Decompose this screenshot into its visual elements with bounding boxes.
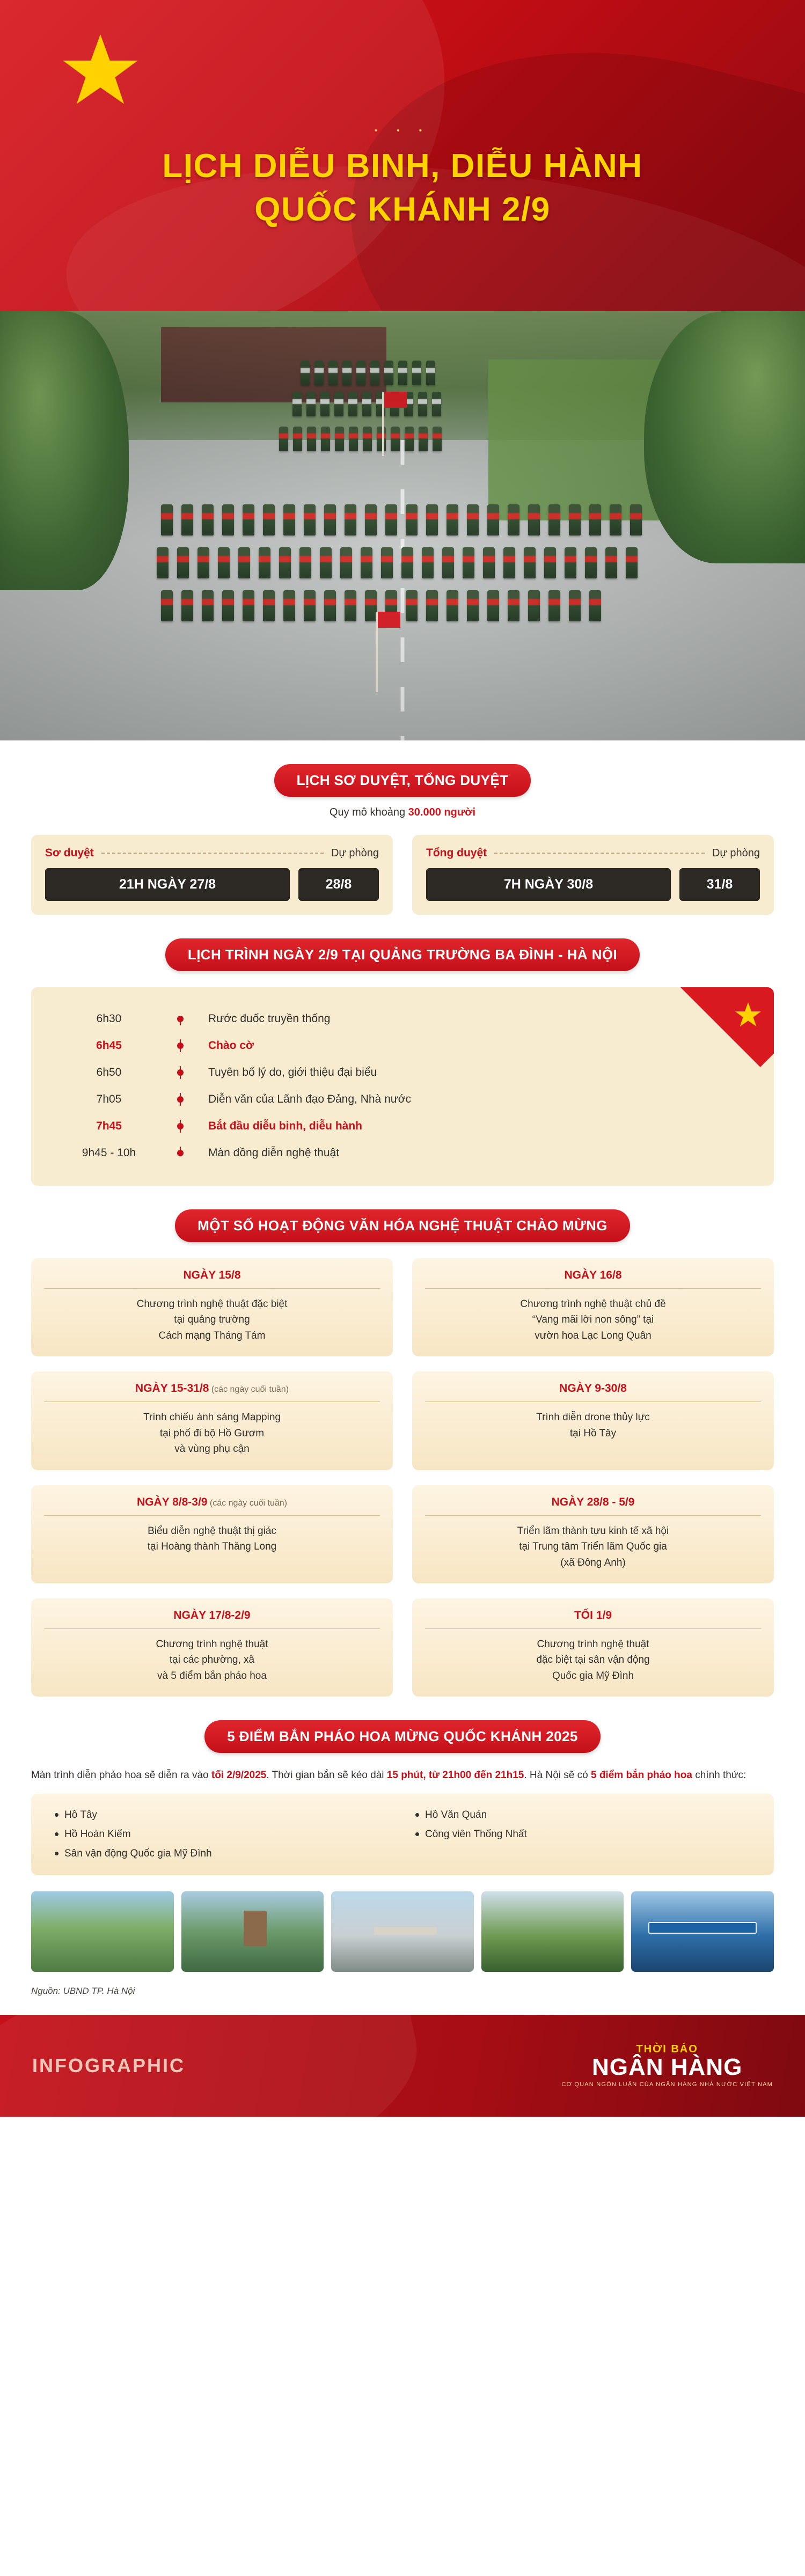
fireworks-location-item: Sân vận động Quốc gia Mỹ Đình (53, 1844, 392, 1863)
timeline-time: 7h05 (96, 1093, 122, 1105)
stadium-roof-shape (374, 1927, 437, 1935)
activity-card (412, 1258, 774, 1356)
rehearsal-card-tong-duyet (412, 835, 774, 915)
rehearsal-note-highlight: 30.000 người (408, 806, 476, 818)
activity-card (31, 1485, 393, 1583)
activity-date: NGÀY 9-30/8 (425, 1382, 761, 1402)
rehearsal-main-value: 21H NGÀY 27/8 (45, 868, 290, 901)
timeline-row (53, 1006, 752, 1032)
park-sign-shape (648, 1922, 757, 1934)
activity-date-note: (các ngày cuối tuần) (207, 1498, 288, 1508)
rehearsal-cards (31, 835, 774, 915)
fireworks-highlight: 15 phút, từ 21h00 đến 21h15 (386, 1770, 524, 1781)
timeline-row (53, 1032, 752, 1059)
footer-brand (561, 2044, 773, 2088)
page-title (0, 145, 805, 231)
rehearsal-values (426, 868, 760, 901)
rehearsal-card-header (45, 847, 379, 860)
timeline-dot-icon (177, 1043, 184, 1049)
photo-overlay (0, 311, 805, 740)
activity-body: Trình chiếu ánh sáng Mapping tại phố đi bộ Hồ Gươm và vùng phụ cận (143, 1412, 281, 1455)
activity-card (412, 1485, 774, 1583)
yellow-star-icon (60, 31, 141, 112)
activity-card (31, 1258, 393, 1356)
rehearsal-main-value: 7H NGÀY 30/8 (426, 868, 671, 901)
source-note: Nguồn: UBND TP. Hà Nội (31, 1985, 135, 1996)
fireworks-locations-box (31, 1794, 774, 1875)
activity-date-note: (các ngày cuối tuần) (209, 1385, 289, 1395)
rehearsal-note-prefix: Quy mô khoảng (329, 806, 408, 818)
activity-date: NGÀY 17/8-2/9 (44, 1609, 380, 1629)
timeline-dot-icon (177, 1123, 184, 1129)
page-title-line-1: LỊCH DIỄU BINH, DIỄU HÀNH (162, 148, 643, 185)
activity-body: Chương trình nghệ thuật chủ đề “Vang mãi lời non sông” tại vườn hoa Lạc Long Quân (520, 1298, 666, 1341)
fireworks-text: . Hà Nội sẽ có (524, 1770, 591, 1781)
activity-date: NGÀY 15-31/8 (các ngày cuối tuần) (44, 1382, 380, 1402)
timeline-dot-icon (177, 1016, 184, 1022)
timeline-marker (165, 1120, 195, 1133)
timeline-box (31, 987, 774, 1186)
timeline-text: Rước đuốc truyền thống (208, 1012, 331, 1025)
timeline-time: 6h45 (96, 1039, 122, 1052)
fireworks-location-item: Công viên Thống Nhất (413, 1825, 752, 1844)
activity-date: NGÀY 15/8 (44, 1269, 380, 1289)
dashed-divider (101, 853, 324, 854)
timeline-marker (165, 1039, 195, 1052)
activity-card (31, 1598, 393, 1697)
timeline-text: Diễn văn của Lãnh đạo Đảng, Nhà nước (208, 1093, 412, 1105)
timeline-time: 6h50 (96, 1066, 122, 1078)
activity-card (31, 1371, 393, 1470)
timeline-marker (165, 1093, 195, 1106)
timeline-text: Tuyên bố lý do, giới thiệu đại biểu (208, 1066, 377, 1078)
rehearsal-values (45, 868, 379, 901)
fireworks-paragraph (31, 1767, 774, 1784)
cong-vien-thong-nhat-photo (631, 1891, 774, 1972)
activity-body: Biểu diễn nghệ thuật thị giác tại Hoàng thành Thăng Long (147, 1525, 277, 1553)
fireworks-location-item: Hồ Tây (53, 1806, 392, 1825)
rehearsal-alt-label: Dự phòng (712, 847, 760, 859)
activity-date: NGÀY 16/8 (425, 1269, 761, 1289)
activity-card (412, 1598, 774, 1697)
activity-body: Chương trình nghệ thuật tại các phường, xã và 5 điểm bắn pháo hoa (156, 1638, 268, 1682)
timeline-text: Màn đồng diễn nghệ thuật (208, 1147, 340, 1159)
timeline-dot-icon (177, 1069, 184, 1076)
activity-date: NGÀY 28/8 - 5/9 (425, 1496, 761, 1516)
rehearsal-alt-value: 31/8 (679, 868, 760, 901)
timeline-row (53, 1140, 752, 1166)
activities-ribbon: MỘT SỐ HOẠT ĐỘNG VĂN HÓA NGHỆ THUẬT CHÀO MỪNG (175, 1209, 630, 1242)
timeline-text: Bắt đầu diễu binh, diễu hành (208, 1120, 362, 1132)
header-dots: • • • (374, 126, 431, 135)
timeline-time: 9h45 - 10h (82, 1147, 136, 1159)
location-photo-strip (31, 1891, 774, 1972)
rehearsal-label: Tổng duyệt (426, 847, 487, 859)
activity-date: NGÀY 8/8-3/9 (các ngày cuối tuần) (44, 1496, 380, 1516)
timeline-marker (165, 1147, 195, 1159)
fireworks-text: . Thời gian bắn sẽ kéo dài (266, 1770, 387, 1781)
timeline-marker (165, 1012, 195, 1025)
timeline-dot-icon (177, 1150, 184, 1156)
ho-van-quan-photo (481, 1891, 624, 1972)
footer-infographic-label: INFOGRAPHIC (32, 2054, 185, 2076)
timeline-row (53, 1059, 752, 1086)
timeline-rows (53, 1006, 752, 1166)
brand-top-label: THỜI BÁO (636, 2043, 698, 2055)
fireworks-highlight: 5 điểm bắn pháo hoa (590, 1770, 692, 1781)
fireworks-highlight: tối 2/9/2025 (211, 1770, 267, 1781)
rehearsal-alt-value: 28/8 (298, 868, 379, 901)
activity-date: TỐI 1/9 (425, 1609, 761, 1629)
timeline-row (53, 1086, 752, 1113)
activities-grid (31, 1258, 774, 1697)
rehearsal-card-header (426, 847, 760, 860)
brand-main-label: NGÂN HÀNG (592, 2053, 743, 2080)
fireworks-column-left (53, 1806, 392, 1863)
parade-photo (0, 311, 805, 740)
rehearsal-note (31, 806, 774, 819)
page-title-line-2: QUỐC KHÁNH 2/9 (254, 190, 551, 228)
fireworks-location-item: Hồ Hoàn Kiếm (53, 1825, 392, 1844)
timeline-text: Chào cờ (208, 1039, 254, 1052)
timeline-dot-icon (177, 1096, 184, 1103)
san-van-dong-my-dinh-photo (331, 1891, 474, 1972)
ho-tay-photo (31, 1891, 174, 1972)
rehearsal-card-so-duyet (31, 835, 393, 915)
dashed-divider (494, 853, 705, 854)
activity-card (412, 1371, 774, 1470)
fireworks-text: Màn trình diễn pháo hoa sẽ diễn ra vào (31, 1770, 211, 1781)
turtle-tower-shape (244, 1911, 266, 1946)
timeline-row (53, 1113, 752, 1140)
brand-sub-label: CƠ QUAN NGÔN LUẬN CỦA NGÂN HÀNG NHÀ NƯỚC VIỆT NAM (561, 2081, 773, 2088)
rehearsal-ribbon: LỊCH SƠ DUYỆT, TỔNG DUYỆT (274, 764, 531, 797)
footer-bar (0, 2015, 805, 2117)
header-banner (0, 0, 805, 311)
timeline-time: 7h45 (96, 1120, 122, 1132)
timeline-marker (165, 1066, 195, 1079)
rehearsal-alt-label: Dự phòng (331, 847, 379, 859)
timeline-ribbon: LỊCH TRÌNH NGÀY 2/9 TẠI QUẢNG TRƯỜNG BA ĐÌNH - HÀ NỘI (165, 938, 640, 971)
timeline-time: 6h30 (96, 1012, 122, 1025)
fireworks-text: chính thức: (692, 1770, 747, 1781)
rehearsal-label: Sơ duyệt (45, 847, 94, 859)
activity-body: Triển lãm thành tựu kinh tế xã hội tại Trung tâm Triển lãm Quốc gia (xã Đông Anh) (517, 1525, 669, 1568)
ho-hoan-kiem-photo (181, 1891, 324, 1972)
fireworks-location-item: Hồ Văn Quán (413, 1806, 752, 1825)
activity-body: Trình diễn drone thủy lực tại Hồ Tây (536, 1412, 650, 1439)
activity-body: Chương trình nghệ thuật đặc biệt tại sân vận động Quốc gia Mỹ Đình (536, 1638, 650, 1682)
corner-star-icon (734, 1001, 762, 1029)
activity-body: Chương trình nghệ thuật đặc biệt tại quảng trường Cách mạng Tháng Tám (136, 1298, 288, 1341)
fireworks-column-right (413, 1806, 752, 1863)
fireworks-ribbon: 5 ĐIỂM BẮN PHÁO HOA MỪNG QUỐC KHÁNH 2025 (204, 1720, 600, 1753)
